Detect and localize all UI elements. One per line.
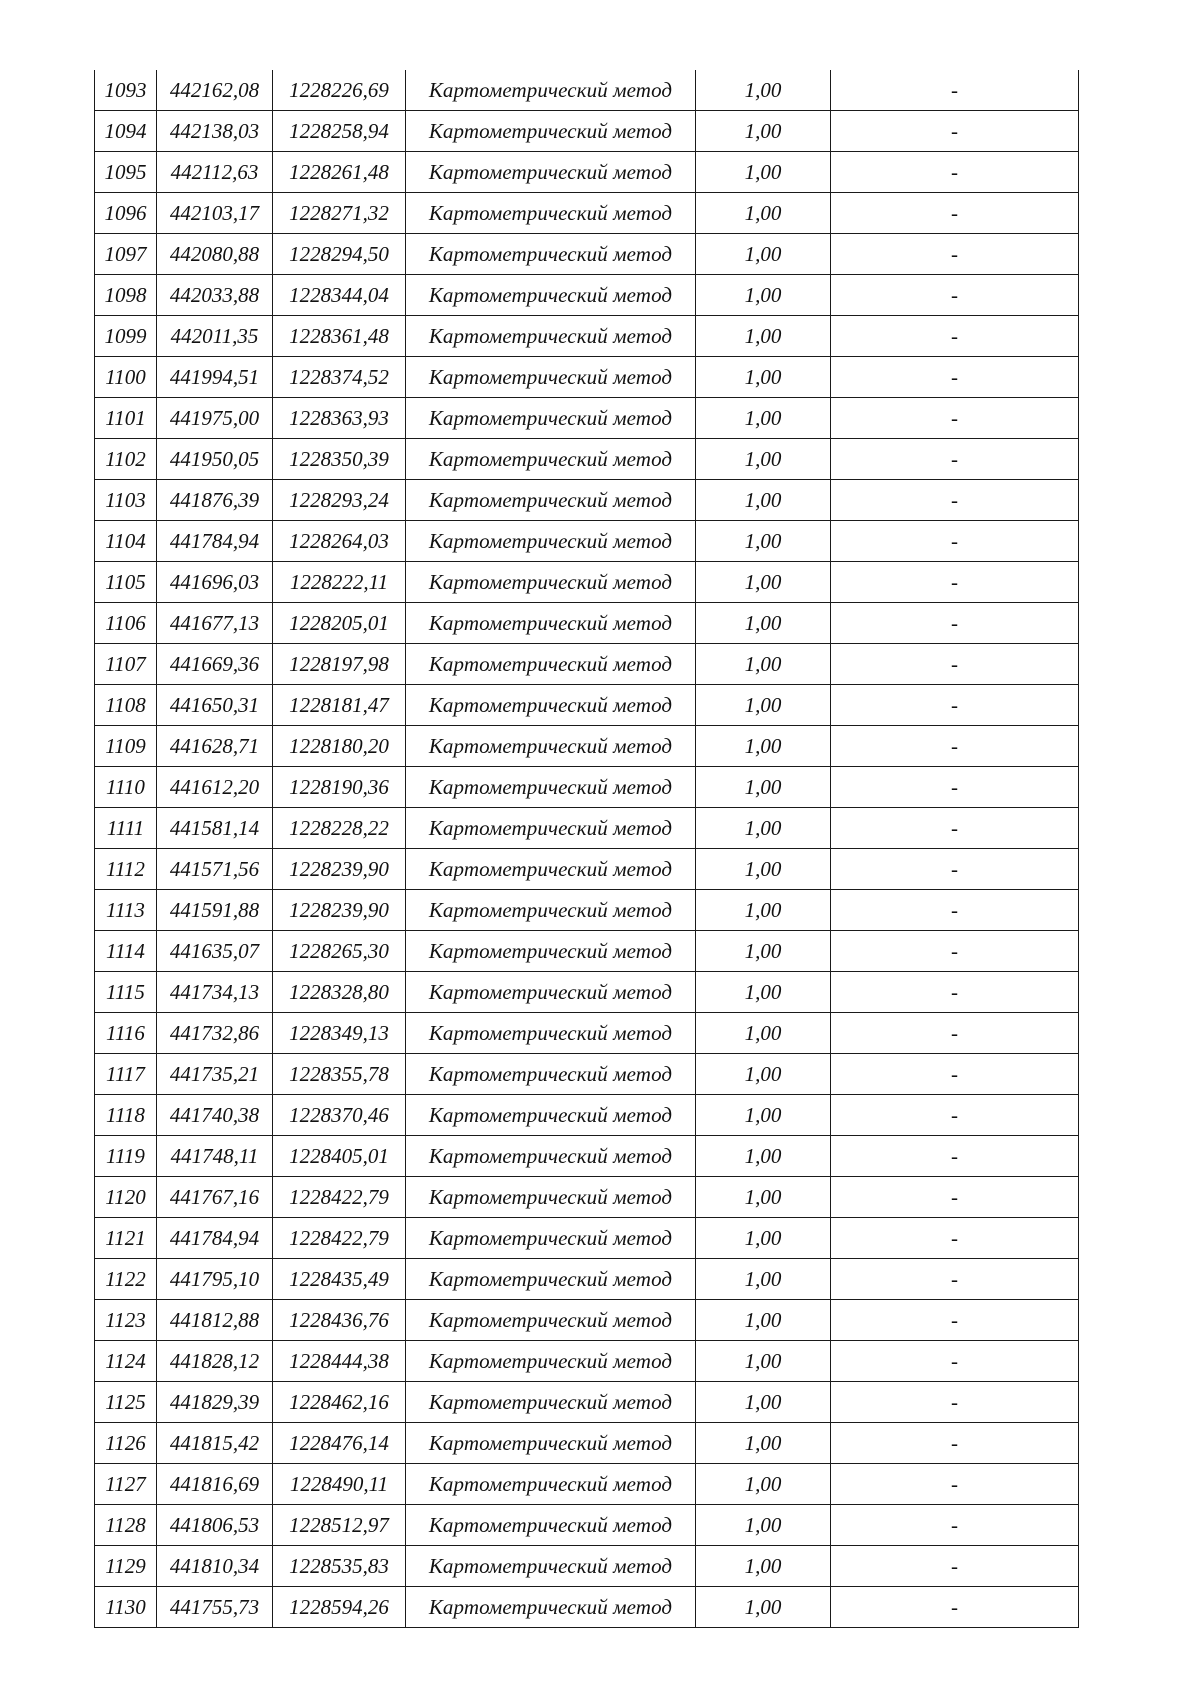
accuracy-cell: 1,00 — [696, 726, 831, 767]
point-number-cell: 1111 — [95, 808, 157, 849]
y-coordinate-cell: 1228239,90 — [273, 849, 406, 890]
x-coordinate-cell: 441677,13 — [157, 603, 273, 644]
point-number-cell: 1114 — [95, 931, 157, 972]
y-coordinate-cell: 1228476,14 — [273, 1423, 406, 1464]
table-row — [95, 972, 1079, 1013]
y-coordinate-cell: 1228293,24 — [273, 480, 406, 521]
description-cell: - — [831, 357, 1079, 398]
description-cell: - — [831, 70, 1079, 111]
description-cell: - — [831, 1382, 1079, 1423]
accuracy-cell: 1,00 — [696, 931, 831, 972]
accuracy-cell: 1,00 — [696, 685, 831, 726]
y-coordinate-cell: 1228258,94 — [273, 111, 406, 152]
y-coordinate-cell: 1228535,83 — [273, 1546, 406, 1587]
table-row — [95, 603, 1079, 644]
y-coordinate-cell: 1228294,50 — [273, 234, 406, 275]
x-coordinate-cell: 441795,10 — [157, 1259, 273, 1300]
accuracy-cell: 1,00 — [696, 1464, 831, 1505]
accuracy-cell: 1,00 — [696, 1382, 831, 1423]
method-cell: Картометрический метод — [406, 1423, 696, 1464]
table-row — [95, 1218, 1079, 1259]
description-cell: - — [831, 1423, 1079, 1464]
table-row — [95, 726, 1079, 767]
point-number-cell: 1121 — [95, 1218, 157, 1259]
accuracy-cell: 1,00 — [696, 275, 831, 316]
x-coordinate-cell: 441975,00 — [157, 398, 273, 439]
description-cell: - — [831, 685, 1079, 726]
description-cell: - — [831, 1464, 1079, 1505]
point-number-cell: 1128 — [95, 1505, 157, 1546]
point-number-cell: 1107 — [95, 644, 157, 685]
point-number-cell: 1095 — [95, 152, 157, 193]
method-cell: Картометрический метод — [406, 767, 696, 808]
accuracy-cell: 1,00 — [696, 1505, 831, 1546]
point-number-cell: 1113 — [95, 890, 157, 931]
table-row — [95, 1136, 1079, 1177]
x-coordinate-cell: 441816,69 — [157, 1464, 273, 1505]
description-cell: - — [831, 521, 1079, 562]
description-cell: - — [831, 890, 1079, 931]
method-cell: Картометрический метод — [406, 521, 696, 562]
table-row — [95, 1505, 1079, 1546]
description-cell: - — [831, 1095, 1079, 1136]
y-coordinate-cell: 1228370,46 — [273, 1095, 406, 1136]
table-row — [95, 931, 1079, 972]
point-number-cell: 1110 — [95, 767, 157, 808]
y-coordinate-cell: 1228361,48 — [273, 316, 406, 357]
accuracy-cell: 1,00 — [696, 1259, 831, 1300]
description-cell: - — [831, 111, 1079, 152]
method-cell: Картометрический метод — [406, 890, 696, 931]
x-coordinate-cell: 442011,35 — [157, 316, 273, 357]
point-number-cell: 1106 — [95, 603, 157, 644]
method-cell: Картометрический метод — [406, 111, 696, 152]
y-coordinate-cell: 1228228,22 — [273, 808, 406, 849]
description-cell: - — [831, 275, 1079, 316]
point-number-cell: 1101 — [95, 398, 157, 439]
y-coordinate-cell: 1228422,79 — [273, 1218, 406, 1259]
accuracy-cell: 1,00 — [696, 1218, 831, 1259]
point-number-cell: 1099 — [95, 316, 157, 357]
accuracy-cell: 1,00 — [696, 316, 831, 357]
x-coordinate-cell: 441994,51 — [157, 357, 273, 398]
table-row — [95, 398, 1079, 439]
y-coordinate-cell: 1228490,11 — [273, 1464, 406, 1505]
table-row — [95, 767, 1079, 808]
method-cell: Картометрический метод — [406, 234, 696, 275]
description-cell: - — [831, 398, 1079, 439]
point-number-cell: 1100 — [95, 357, 157, 398]
table-row — [95, 234, 1079, 275]
accuracy-cell: 1,00 — [696, 1136, 831, 1177]
accuracy-cell: 1,00 — [696, 849, 831, 890]
accuracy-cell: 1,00 — [696, 439, 831, 480]
description-cell: - — [831, 562, 1079, 603]
method-cell: Картометрический метод — [406, 808, 696, 849]
point-number-cell: 1096 — [95, 193, 157, 234]
coordinates-table — [94, 70, 1079, 1628]
description-cell: - — [831, 1218, 1079, 1259]
y-coordinate-cell: 1228190,36 — [273, 767, 406, 808]
description-cell: - — [831, 726, 1079, 767]
table-row — [95, 152, 1079, 193]
x-coordinate-cell: 442033,88 — [157, 275, 273, 316]
method-cell: Картометрический метод — [406, 562, 696, 603]
table-row — [95, 1587, 1079, 1628]
y-coordinate-cell: 1228180,20 — [273, 726, 406, 767]
y-coordinate-cell: 1228264,03 — [273, 521, 406, 562]
accuracy-cell: 1,00 — [696, 767, 831, 808]
point-number-cell: 1124 — [95, 1341, 157, 1382]
y-coordinate-cell: 1228405,01 — [273, 1136, 406, 1177]
method-cell: Картометрический метод — [406, 931, 696, 972]
accuracy-cell: 1,00 — [696, 1546, 831, 1587]
x-coordinate-cell: 441755,73 — [157, 1587, 273, 1628]
accuracy-cell: 1,00 — [696, 398, 831, 439]
description-cell: - — [831, 767, 1079, 808]
x-coordinate-cell: 441571,56 — [157, 849, 273, 890]
point-number-cell: 1120 — [95, 1177, 157, 1218]
y-coordinate-cell: 1228205,01 — [273, 603, 406, 644]
y-coordinate-cell: 1228181,47 — [273, 685, 406, 726]
y-coordinate-cell: 1228197,98 — [273, 644, 406, 685]
accuracy-cell: 1,00 — [696, 111, 831, 152]
table-row — [95, 890, 1079, 931]
table-row — [95, 357, 1079, 398]
point-number-cell: 1123 — [95, 1300, 157, 1341]
method-cell: Картометрический метод — [406, 1177, 696, 1218]
x-coordinate-cell: 441650,31 — [157, 685, 273, 726]
table-row — [95, 808, 1079, 849]
x-coordinate-cell: 441740,38 — [157, 1095, 273, 1136]
method-cell: Картометрический метод — [406, 1300, 696, 1341]
y-coordinate-cell: 1228435,49 — [273, 1259, 406, 1300]
description-cell: - — [831, 1177, 1079, 1218]
description-cell: - — [831, 1505, 1079, 1546]
x-coordinate-cell: 441628,71 — [157, 726, 273, 767]
point-number-cell: 1098 — [95, 275, 157, 316]
description-cell: - — [831, 1136, 1079, 1177]
method-cell: Картометрический метод — [406, 357, 696, 398]
accuracy-cell: 1,00 — [696, 193, 831, 234]
point-number-cell: 1118 — [95, 1095, 157, 1136]
table-row — [95, 193, 1079, 234]
x-coordinate-cell: 441732,86 — [157, 1013, 273, 1054]
point-number-cell: 1119 — [95, 1136, 157, 1177]
y-coordinate-cell: 1228363,93 — [273, 398, 406, 439]
table-row — [95, 1177, 1079, 1218]
description-cell: - — [831, 1587, 1079, 1628]
description-cell: - — [831, 193, 1079, 234]
x-coordinate-cell: 441810,34 — [157, 1546, 273, 1587]
accuracy-cell: 1,00 — [696, 152, 831, 193]
y-coordinate-cell: 1228355,78 — [273, 1054, 406, 1095]
y-coordinate-cell: 1228374,52 — [273, 357, 406, 398]
x-coordinate-cell: 442080,88 — [157, 234, 273, 275]
x-coordinate-cell: 441806,53 — [157, 1505, 273, 1546]
x-coordinate-cell: 441950,05 — [157, 439, 273, 480]
accuracy-cell: 1,00 — [696, 1177, 831, 1218]
method-cell: Картометрический метод — [406, 70, 696, 111]
x-coordinate-cell: 441876,39 — [157, 480, 273, 521]
y-coordinate-cell: 1228349,13 — [273, 1013, 406, 1054]
table-row — [95, 1095, 1079, 1136]
point-number-cell: 1126 — [95, 1423, 157, 1464]
method-cell: Картометрический метод — [406, 1505, 696, 1546]
accuracy-cell: 1,00 — [696, 1423, 831, 1464]
x-coordinate-cell: 441829,39 — [157, 1382, 273, 1423]
table-row — [95, 275, 1079, 316]
point-number-cell: 1115 — [95, 972, 157, 1013]
description-cell: - — [831, 1054, 1079, 1095]
method-cell: Картометрический метод — [406, 726, 696, 767]
y-coordinate-cell: 1228462,16 — [273, 1382, 406, 1423]
table-row — [95, 521, 1079, 562]
table-row — [95, 70, 1079, 111]
y-coordinate-cell: 1228444,38 — [273, 1341, 406, 1382]
point-number-cell: 1112 — [95, 849, 157, 890]
method-cell: Картометрический метод — [406, 316, 696, 357]
x-coordinate-cell: 442162,08 — [157, 70, 273, 111]
description-cell: - — [831, 1300, 1079, 1341]
accuracy-cell: 1,00 — [696, 521, 831, 562]
x-coordinate-cell: 441815,42 — [157, 1423, 273, 1464]
accuracy-cell: 1,00 — [696, 1587, 831, 1628]
description-cell: - — [831, 931, 1079, 972]
x-coordinate-cell: 441828,12 — [157, 1341, 273, 1382]
method-cell: Картометрический метод — [406, 1464, 696, 1505]
x-coordinate-cell: 441784,94 — [157, 1218, 273, 1259]
point-number-cell: 1125 — [95, 1382, 157, 1423]
y-coordinate-cell: 1228239,90 — [273, 890, 406, 931]
point-number-cell: 1097 — [95, 234, 157, 275]
point-number-cell: 1108 — [95, 685, 157, 726]
point-number-cell: 1116 — [95, 1013, 157, 1054]
method-cell: Картометрический метод — [406, 1382, 696, 1423]
y-coordinate-cell: 1228344,04 — [273, 275, 406, 316]
point-number-cell: 1093 — [95, 70, 157, 111]
y-coordinate-cell: 1228271,32 — [273, 193, 406, 234]
method-cell: Картометрический метод — [406, 193, 696, 234]
x-coordinate-cell: 441612,20 — [157, 767, 273, 808]
x-coordinate-cell: 441635,07 — [157, 931, 273, 972]
table-row — [95, 562, 1079, 603]
accuracy-cell: 1,00 — [696, 603, 831, 644]
method-cell: Картометрический метод — [406, 603, 696, 644]
point-number-cell: 1104 — [95, 521, 157, 562]
y-coordinate-cell: 1228328,80 — [273, 972, 406, 1013]
method-cell: Картометрический метод — [406, 1218, 696, 1259]
table-row — [95, 1464, 1079, 1505]
point-number-cell: 1130 — [95, 1587, 157, 1628]
accuracy-cell: 1,00 — [696, 357, 831, 398]
coordinates-table-body — [95, 70, 1079, 1628]
x-coordinate-cell: 441696,03 — [157, 562, 273, 603]
method-cell: Картометрический метод — [406, 1136, 696, 1177]
table-row — [95, 1341, 1079, 1382]
x-coordinate-cell: 441784,94 — [157, 521, 273, 562]
y-coordinate-cell: 1228594,26 — [273, 1587, 406, 1628]
method-cell: Картометрический метод — [406, 480, 696, 521]
point-number-cell: 1094 — [95, 111, 157, 152]
x-coordinate-cell: 441591,88 — [157, 890, 273, 931]
table-row — [95, 111, 1079, 152]
point-number-cell: 1105 — [95, 562, 157, 603]
description-cell: - — [831, 603, 1079, 644]
y-coordinate-cell: 1228350,39 — [273, 439, 406, 480]
accuracy-cell: 1,00 — [696, 1341, 831, 1382]
x-coordinate-cell: 441767,16 — [157, 1177, 273, 1218]
method-cell: Картометрический метод — [406, 398, 696, 439]
point-number-cell: 1129 — [95, 1546, 157, 1587]
table-row — [95, 1013, 1079, 1054]
table-row — [95, 1259, 1079, 1300]
x-coordinate-cell: 442103,17 — [157, 193, 273, 234]
accuracy-cell: 1,00 — [696, 562, 831, 603]
table-row — [95, 1423, 1079, 1464]
x-coordinate-cell: 441581,14 — [157, 808, 273, 849]
x-coordinate-cell: 441812,88 — [157, 1300, 273, 1341]
accuracy-cell: 1,00 — [696, 644, 831, 685]
table-row — [95, 316, 1079, 357]
x-coordinate-cell: 441748,11 — [157, 1136, 273, 1177]
y-coordinate-cell: 1228436,76 — [273, 1300, 406, 1341]
x-coordinate-cell: 441735,21 — [157, 1054, 273, 1095]
accuracy-cell: 1,00 — [696, 890, 831, 931]
description-cell: - — [831, 849, 1079, 890]
accuracy-cell: 1,00 — [696, 480, 831, 521]
table-row — [95, 439, 1079, 480]
method-cell: Картометрический метод — [406, 1341, 696, 1382]
accuracy-cell: 1,00 — [696, 1300, 831, 1341]
table-row — [95, 685, 1079, 726]
description-cell: - — [831, 152, 1079, 193]
accuracy-cell: 1,00 — [696, 1013, 831, 1054]
x-coordinate-cell: 441669,36 — [157, 644, 273, 685]
table-row — [95, 480, 1079, 521]
y-coordinate-cell: 1228261,48 — [273, 152, 406, 193]
point-number-cell: 1109 — [95, 726, 157, 767]
y-coordinate-cell: 1228512,97 — [273, 1505, 406, 1546]
x-coordinate-cell: 442112,63 — [157, 152, 273, 193]
method-cell: Картометрический метод — [406, 685, 696, 726]
method-cell: Картометрический метод — [406, 644, 696, 685]
description-cell: - — [831, 439, 1079, 480]
description-cell: - — [831, 1341, 1079, 1382]
method-cell: Картометрический метод — [406, 1259, 696, 1300]
accuracy-cell: 1,00 — [696, 972, 831, 1013]
point-number-cell: 1122 — [95, 1259, 157, 1300]
accuracy-cell: 1,00 — [696, 808, 831, 849]
table-row — [95, 644, 1079, 685]
method-cell: Картометрический метод — [406, 439, 696, 480]
method-cell: Картометрический метод — [406, 1546, 696, 1587]
y-coordinate-cell: 1228222,11 — [273, 562, 406, 603]
x-coordinate-cell: 442138,03 — [157, 111, 273, 152]
method-cell: Картометрический метод — [406, 1095, 696, 1136]
accuracy-cell: 1,00 — [696, 1095, 831, 1136]
accuracy-cell: 1,00 — [696, 234, 831, 275]
table-row — [95, 1300, 1079, 1341]
y-coordinate-cell: 1228265,30 — [273, 931, 406, 972]
point-number-cell: 1103 — [95, 480, 157, 521]
description-cell: - — [831, 808, 1079, 849]
description-cell: - — [831, 316, 1079, 357]
description-cell: - — [831, 972, 1079, 1013]
description-cell: - — [831, 644, 1079, 685]
description-cell: - — [831, 1546, 1079, 1587]
table-row — [95, 849, 1079, 890]
method-cell: Картометрический метод — [406, 1587, 696, 1628]
description-cell: - — [831, 1013, 1079, 1054]
y-coordinate-cell: 1228226,69 — [273, 70, 406, 111]
description-cell: - — [831, 234, 1079, 275]
method-cell: Картометрический метод — [406, 849, 696, 890]
method-cell: Картометрический метод — [406, 275, 696, 316]
accuracy-cell: 1,00 — [696, 70, 831, 111]
method-cell: Картометрический метод — [406, 1013, 696, 1054]
description-cell: - — [831, 1259, 1079, 1300]
point-number-cell: 1117 — [95, 1054, 157, 1095]
table-row — [95, 1054, 1079, 1095]
x-coordinate-cell: 441734,13 — [157, 972, 273, 1013]
y-coordinate-cell: 1228422,79 — [273, 1177, 406, 1218]
description-cell: - — [831, 480, 1079, 521]
method-cell: Картометрический метод — [406, 972, 696, 1013]
point-number-cell: 1127 — [95, 1464, 157, 1505]
method-cell: Картометрический метод — [406, 152, 696, 193]
point-number-cell: 1102 — [95, 439, 157, 480]
accuracy-cell: 1,00 — [696, 1054, 831, 1095]
table-row — [95, 1546, 1079, 1587]
table-row — [95, 1382, 1079, 1423]
method-cell: Картометрический метод — [406, 1054, 696, 1095]
